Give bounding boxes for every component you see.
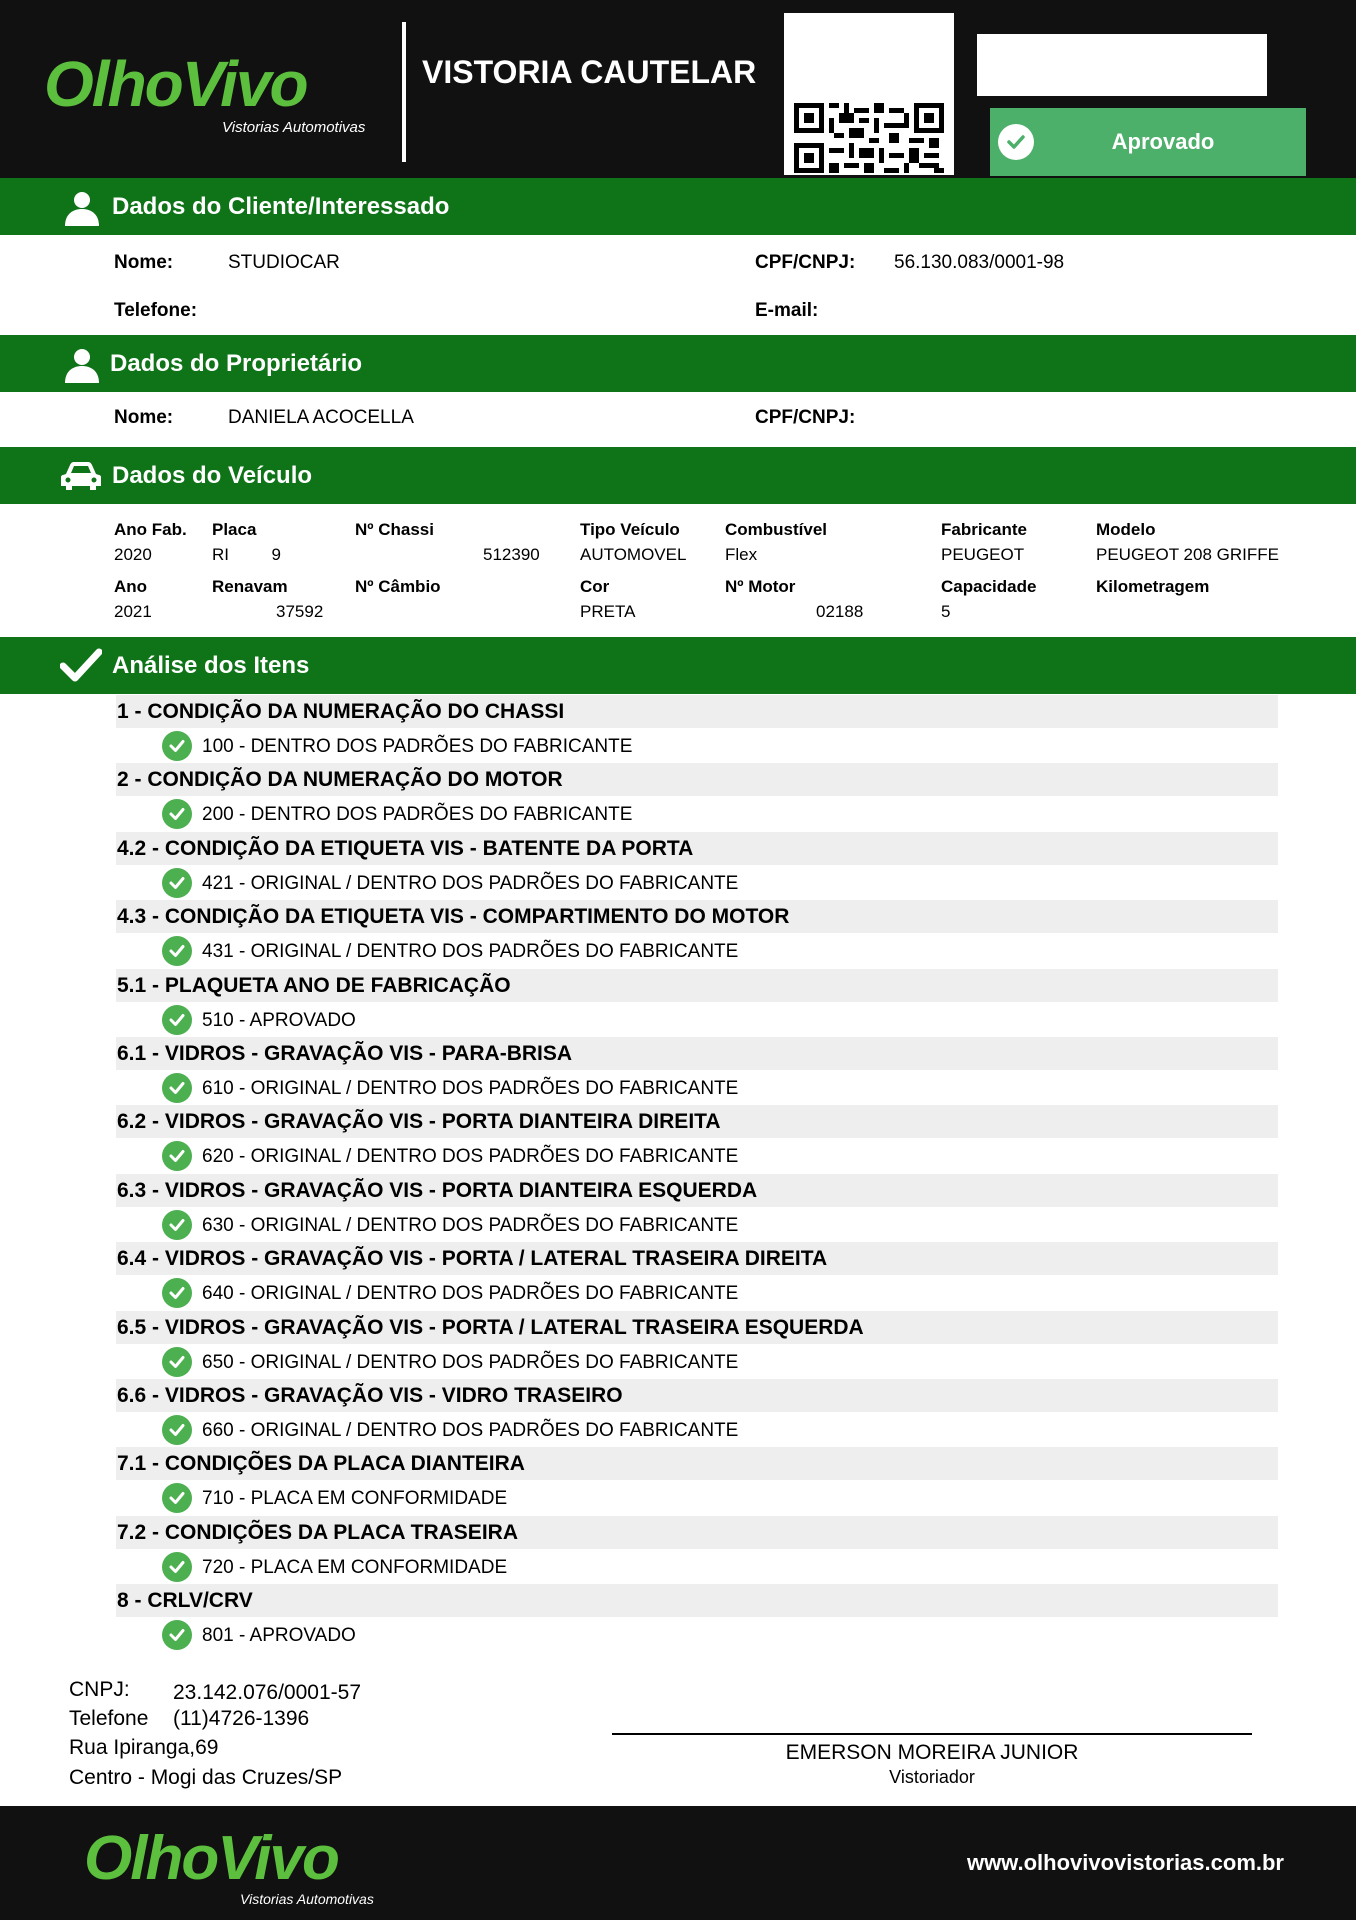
footer-phone-label: Telefone [69,1707,149,1730]
footer-cnpj-value: 23.142.076/0001-57 [173,1681,362,1704]
vehicle-label: Kilometragem [1096,577,1210,596]
logo-wordmark: OlhoVivo [44,48,307,120]
vehicle-value: PEUGEOT 208 GRIFFE [1096,545,1279,564]
check-circle-icon [162,1552,192,1582]
analysis-item-result-text: 650 - ORIGINAL / DENTRO DOS PADRÕES DO FABRICANTE [202,1352,739,1373]
analysis-item-title: 6.2 - VIDROS - GRAVAÇÃO VIS - PORTA DIANTEIRA DIREITA [116,1105,1278,1138]
client-section-title: Dados do Cliente/Interessado [112,193,450,220]
check-circle-icon [162,868,192,898]
vehicle-label: Tipo Veículo [580,520,680,539]
analysis-item-result-text: 610 - ORIGINAL / DENTRO DOS PADRÕES DO FABRICANTE [202,1078,739,1099]
client-name-value: STUDIOCAR [228,252,340,273]
check-circle-icon [162,1483,192,1513]
check-circle-icon [162,799,192,829]
analysis-item-title: 1 - CONDIÇÃO DA NUMERAÇÃO DO CHASSI [116,695,1278,728]
analysis-item-title: 7.2 - CONDIÇÕES DA PLACA TRASEIRA [116,1516,1278,1549]
vehicle-value: 2020 [114,545,152,564]
vehicle-label: Capacidade [941,577,1037,596]
client-phone-label: Telefone: [114,300,198,321]
inspector-role: Vistoriador [889,1767,975,1787]
analysis-item-title: 6.6 - VIDROS - GRAVAÇÃO VIS - VIDRO TRASEIRO [116,1379,1278,1412]
owner-name-label: Nome: [114,407,174,428]
analysis-item-title: 6.1 - VIDROS - GRAVAÇÃO VIS - PARA-BRISA [116,1037,1278,1070]
vehicle-label: Modelo [1096,520,1156,539]
analysis-item-title: 6.4 - VIDROS - GRAVAÇÃO VIS - PORTA / LATERAL TRASEIRA DIREITA [116,1242,1278,1275]
qr-code [784,13,954,175]
footer-logo-wordmark: OlhoVivo [84,1824,338,1893]
car-icon [60,460,102,499]
analysis-item-result-text: 431 - ORIGINAL / DENTRO DOS PADRÕES DO FABRICANTE [202,941,739,962]
check-circle-icon [162,936,192,966]
website-link[interactable]: www.olhovivovistorias.com.br [966,1850,1284,1875]
signature-line [612,1733,1252,1735]
footer-cnpj-label: CNPJ: [69,1678,130,1701]
vehicle-value: 37592 [276,602,324,621]
analysis-item-result-text: 710 - PLACA EM CONFORMIDADE [202,1488,508,1509]
analysis-item-result-text: 630 - ORIGINAL / DENTRO DOS PADRÕES DO FABRICANTE [202,1215,739,1236]
vehicle-section-bar [0,447,1356,504]
analysis-item-result-text: 660 - ORIGINAL / DENTRO DOS PADRÕES DO FABRICANTE [202,1420,739,1441]
vehicle-value: AUTOMOVEL [580,545,687,564]
footer-address-line2: Centro - Mogi das Cruzes/SP [69,1766,343,1789]
vehicle-label: Cor [580,577,610,596]
analysis-item-title: 6.3 - VIDROS - GRAVAÇÃO VIS - PORTA DIANTEIRA ESQUERDA [116,1174,1278,1207]
client-section-bar [0,178,1356,235]
analysis-item-result-text: 720 - PLACA EM CONFORMIDADE [202,1557,508,1578]
analysis-item-title: 6.5 - VIDROS - GRAVAÇÃO VIS - PORTA / LATERAL TRASEIRA ESQUERDA [116,1311,1278,1344]
user-icon [62,190,102,233]
footer-phone-value: (11)4726-1396 [173,1707,310,1730]
client-email-label: E-mail: [755,300,819,321]
logo-tagline: Vistorias Automotivas [222,119,366,136]
analysis-item-title: 2 - CONDIÇÃO DA NUMERAÇÃO DO MOTOR [116,763,1278,796]
client-name-label: Nome: [114,252,174,273]
owner-section-title: Dados do Proprietário [110,350,363,377]
analysis-item-result-text: 200 - DENTRO DOS PADRÕES DO FABRICANTE [202,804,633,825]
redacted-box [977,34,1267,96]
analysis-item-result-text: 640 - ORIGINAL / DENTRO DOS PADRÕES DO FABRICANTE [202,1283,739,1304]
vehicle-label: Ano Fab. [114,520,187,539]
vehicle-label: Ano [114,577,148,596]
vehicle-label: Combustível [725,520,828,539]
vehicle-label: Fabricante [941,520,1027,539]
owner-doc-label: CPF/CNPJ: [755,407,856,428]
check-circle-icon [162,1073,192,1103]
analysis-section-bar [0,637,1356,694]
vehicle-value: 5 [941,602,951,621]
check-circle-icon [162,1005,192,1035]
header-bar [0,0,1356,178]
vehicle-label: Placa [212,520,257,539]
vehicle-value: 02188 [816,602,864,621]
check-circle-icon [162,1210,192,1240]
inspector-name: EMERSON MOREIRA JUNIOR [785,1741,1079,1764]
vehicle-value: 2021 [114,602,152,621]
vehicle-value: PRETA [580,602,636,621]
client-doc-value: 56.130.083/0001-98 [894,252,1065,273]
vehicle-section-title: Dados do Veículo [112,462,313,489]
check-circle-icon [162,1347,192,1377]
analysis-item-result-text: 801 - APROVADO [202,1625,356,1646]
check-circle-icon [162,1415,192,1445]
checkmark-icon [60,647,102,690]
check-circle-icon [162,1620,192,1650]
approved-status-badge [990,108,1306,176]
analysis-item-result-text: 510 - APROVADO [202,1010,356,1031]
vehicle-value: RI 9 [212,545,281,564]
vehicle-label: Nº Chassi [355,520,434,539]
vehicle-value: PEUGEOT [941,545,1025,564]
check-circle-icon [162,1278,192,1308]
owner-name-value: DANIELA ACOCELLA [228,407,414,428]
vehicle-value: 512390 [483,545,540,564]
vehicle-label: Renavam [212,577,288,596]
vehicle-label: Nº Motor [725,577,796,596]
owner-section-bar [0,335,1356,392]
analysis-item-result-text: 100 - DENTRO DOS PADRÕES DO FABRICANTE [202,736,633,757]
vehicle-label: Nº Câmbio [355,577,441,596]
client-doc-label: CPF/CNPJ: [755,252,856,273]
analysis-item-title: 7.1 - CONDIÇÕES DA PLACA DIANTEIRA [116,1447,1278,1480]
analysis-item-title: 4.3 - CONDIÇÃO DA ETIQUETA VIS - COMPARTIMENTO DO MOTOR [116,900,1278,933]
footer-bar [0,1806,1356,1920]
analysis-item-title: 5.1 - PLAQUETA ANO DE FABRICAÇÃO [116,969,1278,1002]
qr-code-icon [794,103,944,173]
check-circle-icon [162,1141,192,1171]
approved-status-label: Aprovado [1111,129,1215,154]
vehicle-value: Flex [725,545,758,564]
analysis-section-title: Análise dos Itens [112,652,310,679]
check-circle-icon [162,731,192,761]
footer-address-line1: Rua Ipiranga,69 [69,1736,219,1759]
analysis-item-result-text: 421 - ORIGINAL / DENTRO DOS PADRÕES DO FABRICANTE [202,873,739,894]
page-title: VISTORIA CAUTELAR [422,54,757,90]
footer-logo-tagline: Vistorias Automotivas [240,1891,374,1907]
user-icon [62,347,102,390]
analysis-item-result-text: 620 - ORIGINAL / DENTRO DOS PADRÕES DO FABRICANTE [202,1146,739,1167]
header-divider [402,22,406,162]
analysis-item-title: 8 - CRLV/CRV [116,1584,1278,1617]
analysis-item-title: 4.2 - CONDIÇÃO DA ETIQUETA VIS - BATENTE DA PORTA [116,832,1278,865]
